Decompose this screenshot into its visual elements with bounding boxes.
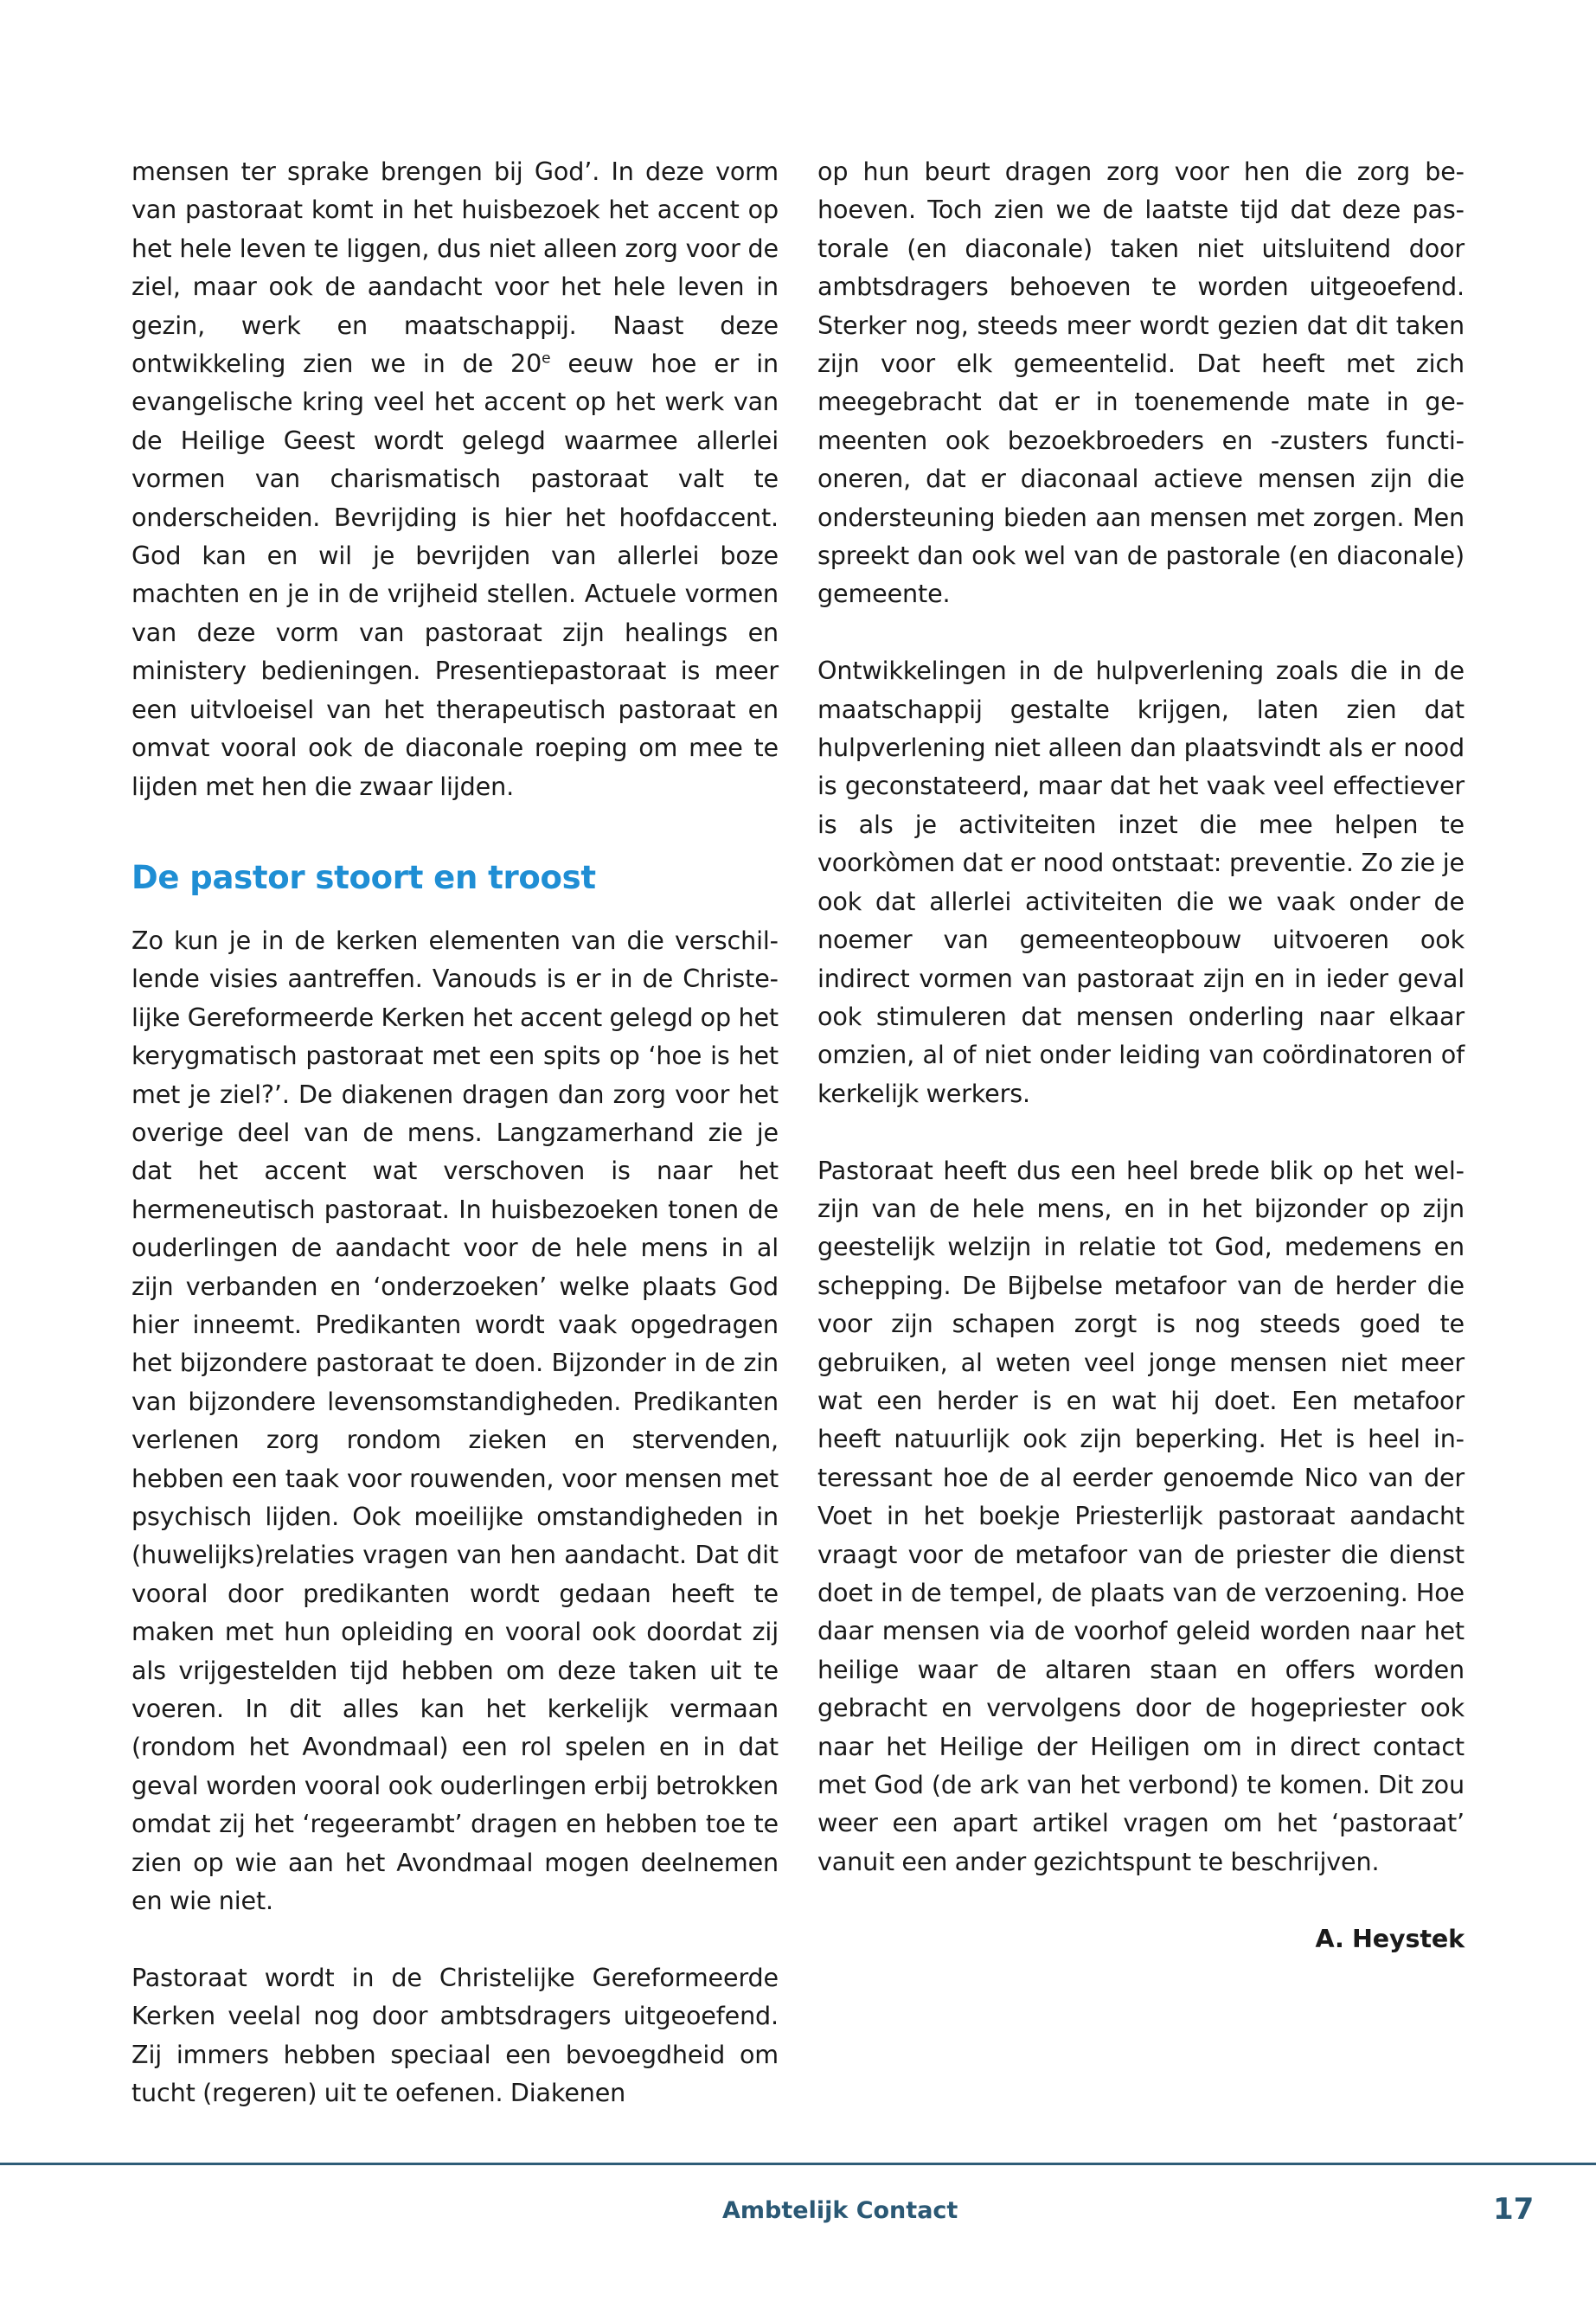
body-paragraph: Zo kun je in de kerken elementen van die verschillende visies aantreffen. Vanouds is er in de Christelijke Gereformeerde Kerken het accent gelegd op het kerygmatisch pastoraat met een spits op ‘hoe is het met je ziel?’. De diakenen dragen dan zorg voor het overige deel van de mens. Langzamerhand zie je dat het accent wat verschoven is naar het hermeneutisch pastoraat. In huisbezoeken tonen de ouderlingen de aandacht voor de hele mens in al zijn verbanden en ‘onderzoeken’ welke plaats God hier inneemt. Predikanten wordt vaak opgedragen het bijzondere pastoraat te doen. Bijzonder in de zin van bijzondere levensomstandigheden. Predikanten verlenen zorg rondom zieken en stervenden, hebben een taak voor rouwenden, voor mensen met psychisch lijden. Ook moeilijke omstandigheden in (huwelijks)relaties vragen van hen aandacht. Dat dit vooral door predikanten wordt gedaan heeft te maken met hun opleiding en vooral ook doordat zij als vrijgestelden tijd hebben om deze taken uit te voeren. In dit alles kan het kerkelijk vermaan (rondom het Avondmaal) een rol spelen en in dat geval worden vooral ook ouderlingen erbij betrokken omdat zij het ‘regeerambt’ dragen en hebben toe te zien op wie aan het Avondmaal mogen deelnemen en wie niet. xyxy=(131,925,779,1916)
body-paragraph: op hun beurt dragen zorg voor hen die zorg behoeven. Toch zien we de laatste tijd dat deze pastorale (en diaconale) taken niet uitsluitend door ambtsdragers behoeven te worden uitgeoefend. Sterker nog, steeds meer wordt gezien dat dit taken zijn voor elk gemeentelid. Dat heeft met zich meegebracht dat er in toenemende mate in gemeenten ook bezoekbroeders en -zusters functioneren, dat er diaconaal actieve mensen zijn die ondersteuning bieden aan mensen met zorgen. Men spreekt dan ook wel van de pastorale (en diaconale) gemeente. xyxy=(817,157,1465,609)
body-paragraph: Ontwikkelingen in de hulpverlening zoals die in de maatschappij gestalte krijgen, laten zien dat hulpverlening niet alleen dan plaatsvindt als er nood is geconstateerd, maar dat het vaak veel effectiever is als je activiteiten inzet die mee helpen te voorkòmen dat er nood ontstaat: preventie. Zo zie je ook dat allerlei activiteiten die we vaak onder de noemer van gemeenteopbouw uitvoeren ook indirect vormen van pastoraat zijn en in ieder geval ook stimuleren dat mensen onderling naar elkaar omzien, al of niet onder leiding van coördinatoren of kerkelijk werkers. xyxy=(817,656,1465,1108)
paragraph-text: mensen ter sprake brengen bij God’. In deze vorm van pastoraat komt in het huisbezoek het accent op het hele leven te liggen, dus niet alleen zorg voor de ziel, maar ook de aandacht voor het hele leven in gezin, werk en maatschappij. Naast deze ontwikkeling zien we in de 20 xyxy=(131,157,779,379)
publication-title: Ambtelijk Contact xyxy=(722,2197,958,2224)
page-number: 17 xyxy=(1493,2192,1535,2227)
footer-divider xyxy=(0,2163,1596,2165)
body-paragraph xyxy=(131,152,779,805)
body-paragraph: Pastoraat wordt in de Christelijke Gereformeerde Kerken veelal nog door ambtsdragers uitgeoefend. Zij immers hebben speciaal een bevoegdheid om tucht (regeren) uit te oefenen. Diakenen xyxy=(131,1962,779,2108)
paragraph-text: eeuw hoe er in evangelische kring veel het accent op het werk van de Heilige Geest wordt gelegd waarmee allerlei vormen van charismatisch pastoraat valt te onderscheiden. Bevrijding is hier het hoofdaccent. God kan en wil je bevrijden van allerlei boze machten en je in de vrijheid stellen. Actuele vormen van deze vorm van pastoraat zijn healings en ministery bedieningen. Presentiepastoraat is meer een uitvloeisel van het therapeutisch pastoraat en omvat vooral ook de diaconale roeping om mee te lijden met hen die zwaar lijden. xyxy=(131,349,779,801)
body-paragraph: Pastoraat heeft dus een heel brede blik op het welzijn van de hele mens, en in het bijzonder op zijn geestelijk welzijn in relatie tot God, medemens en schepping. De Bijbelse metafoor van de herder die voor zijn schapen zorgt is nog steeds goed te gebruiken, al weten veel jonge mensen niet meer wat een herder is en wat hij doet. Een metafoor heeft natuurlijk ook zijn beperking. Het is heel interessant hoe de al eerder genoemde Nico van der Voet in het boekje Priesterlijk pastoraat aandacht vraagt voor de metafoor van de priester die dienst doet in de tempel, de plaats van de verzoening. Hoe daar mensen via de voorhof geleid worden naar het heilige waar de altaren staan en offers worden gebracht en vervolgens door de hogepriester ook naar het Heilige der Heiligen om in direct contact met God (de ark van het verbond) te komen. Dit zou weer een apart artikel vragen om het ‘pastoraat’ vanuit een ander gezichtspunt te beschrijven. xyxy=(817,1155,1465,1876)
section-heading: De pastor stoort en troost xyxy=(131,858,596,896)
author-signature: A. Heystek xyxy=(1315,1923,1465,1953)
left-column xyxy=(131,152,779,2112)
right-column xyxy=(817,152,1465,1958)
superscript: e xyxy=(542,349,551,368)
